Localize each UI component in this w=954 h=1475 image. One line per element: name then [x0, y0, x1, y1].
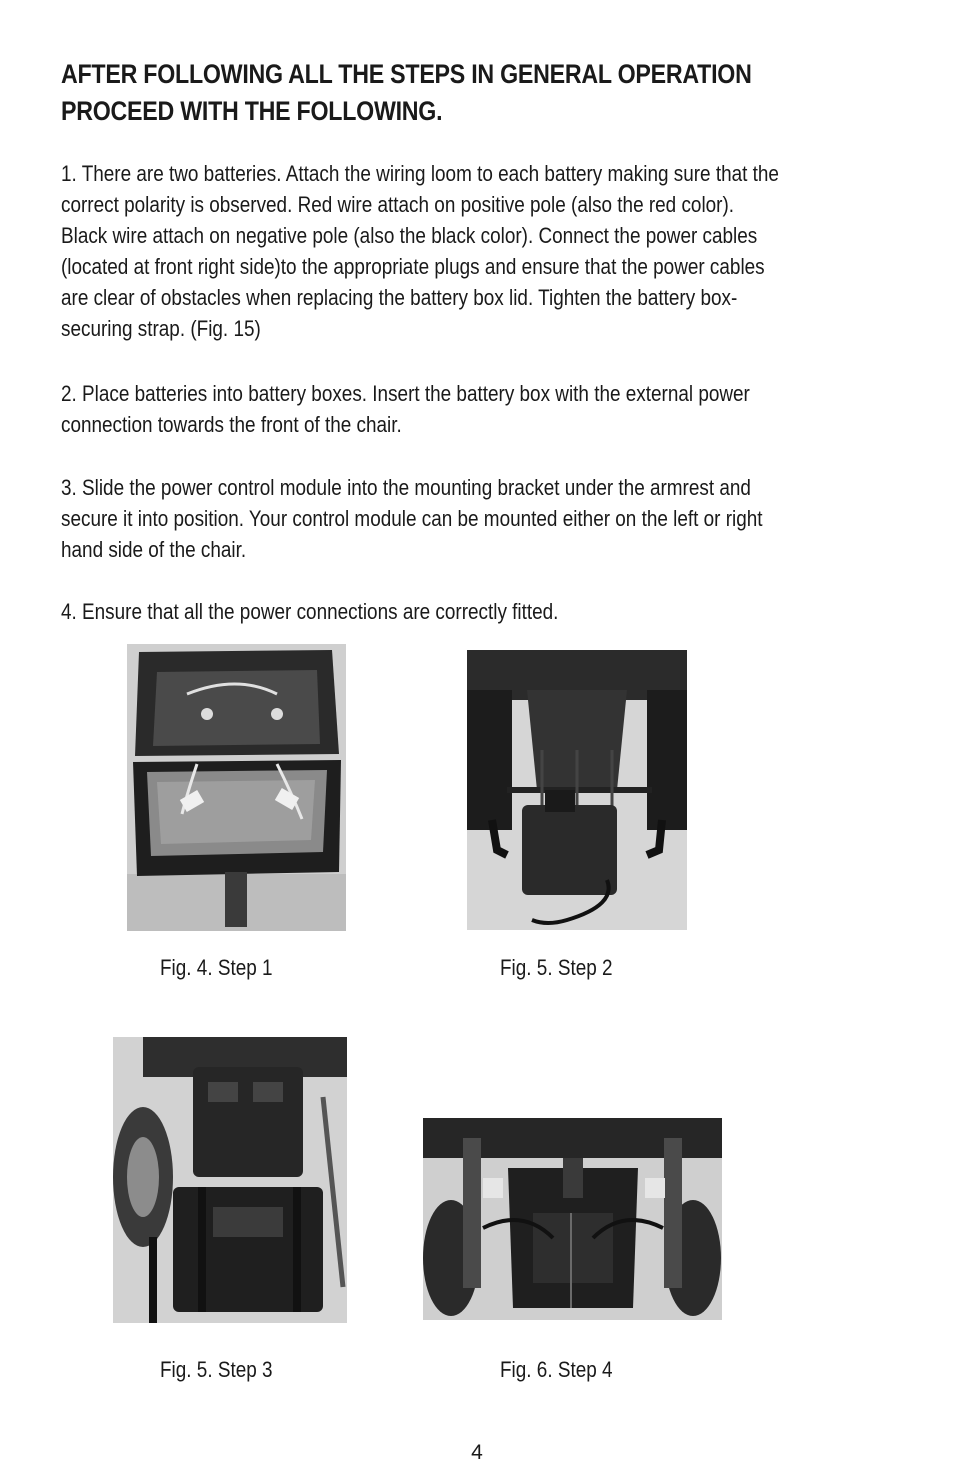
mounted-batteries-photo [113, 1037, 347, 1323]
battery-box-photo [127, 644, 346, 931]
step-2-paragraph [61, 378, 887, 440]
step-3-line: 3. Slide the power control module into the mounting bracket under the armrest and [61, 475, 751, 500]
chair-frame-photo [467, 650, 687, 930]
step-3-paragraph [61, 472, 887, 565]
step-4-line: 4. Ensure that all the power connections are correctly fitted. [61, 599, 559, 624]
page-number: 4 [471, 1441, 483, 1464]
figure-caption: Fig. 5. Step 3 [160, 1357, 273, 1382]
step-3-line: hand side of the chair. [61, 537, 247, 562]
figure-caption: Fig. 5. Step 2 [500, 955, 613, 980]
step-1-line: 1. There are two batteries. Attach the wiring loom to each battery making sure that the [61, 161, 779, 186]
power-connections-photo [423, 1118, 722, 1320]
page-heading [61, 56, 783, 130]
step-3-line: secure it into position. Your control module can be mounted either on the left or right [61, 506, 763, 531]
figure-caption: Fig. 4. Step 1 [160, 955, 273, 980]
step-1-line: correct polarity is observed. Red wire attach on positive pole (also the red color). [61, 192, 735, 217]
figure-caption: Fig. 6. Step 4 [500, 1357, 613, 1382]
heading-line-1: AFTER FOLLOWING ALL THE STEPS IN GENERAL OPERATION [61, 59, 752, 89]
step-1-line: are clear of obstacles when replacing the battery box lid. Tighten the battery box- [61, 285, 738, 310]
step-1-line: (located at front right side)to the appropriate plugs and ensure that the power cables [61, 254, 765, 279]
step-2-line: 2. Place batteries into battery boxes. Insert the battery box with the external power [61, 381, 750, 406]
heading-line-2: PROCEED WITH THE FOLLOWING. [61, 96, 443, 126]
step-1-line: securing strap. (Fig. 15) [61, 316, 261, 341]
step-1-paragraph [61, 158, 887, 344]
step-2-line: connection towards the front of the chair. [61, 412, 402, 437]
step-4-paragraph [61, 596, 887, 627]
step-1-line: Black wire attach on negative pole (also the black color). Connect the power cables [61, 223, 758, 248]
